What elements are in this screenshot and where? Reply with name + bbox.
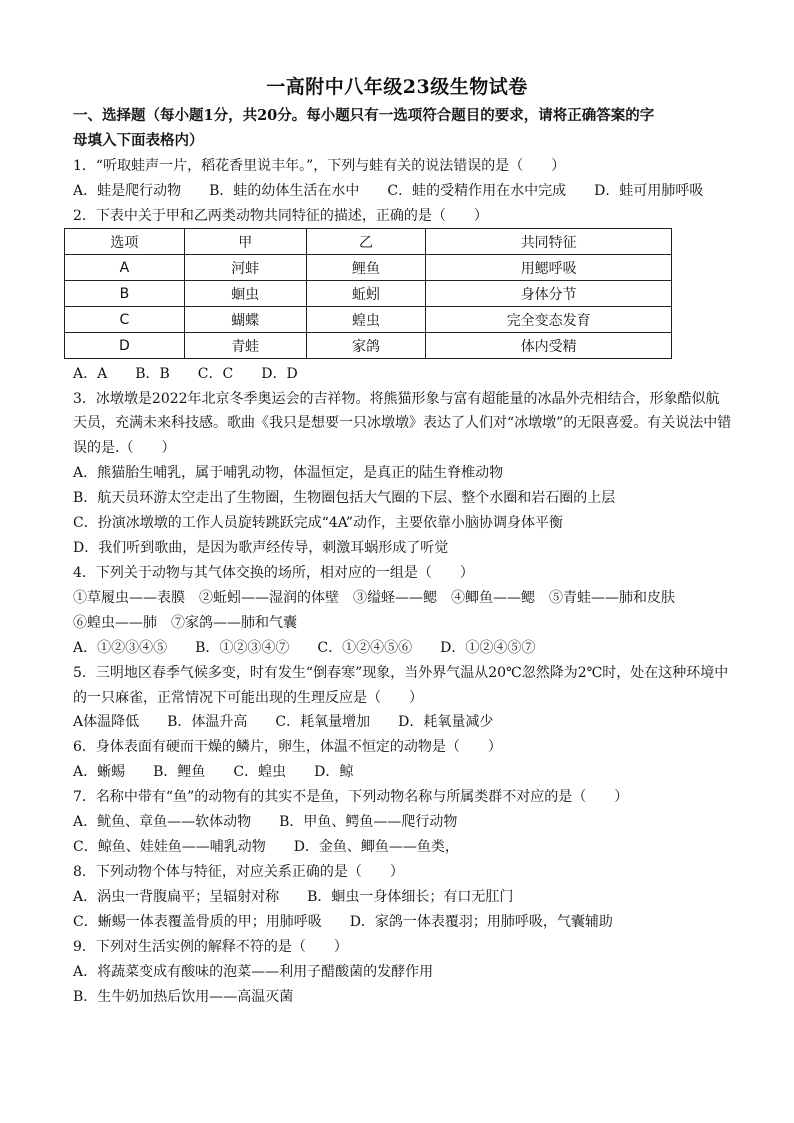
question-1-options: A．蛙是爬行动物 B．蛙的幼体生活在水中 C．蛙的受精作用在水中完成 D．蛙可用肺呼吸 [73,183,704,199]
question-2-stem: 2．下表中关于甲和乙两类动物共同特征的描述，正确的是（ ） [73,208,488,224]
table-row [65,307,672,333]
question-5-stem: 5．三明地区春季气候多变，时有发生“倒春寒”现象，当外界气温从20℃忽然降为2℃时，处在这种环境中 [73,665,729,681]
question-3-stem-cont: 天员，充满未来科技感。歌曲《我只是想要一只冰墩墩》表达了人们对“冰墩墩”的无限喜爱。有关说法中错 [73,415,732,431]
question-5-stem-cont: 的一只麻雀，正常情况下可能出现的生理反应是（ ） [73,690,423,706]
question-3-option-c: C．扮演冰墩墩的工作人员旋转跳跃完成“4A”动作，主要依靠小脑协调身体平衡 [73,515,563,531]
question-9-option-a: A．将蔬菜变成有酸味的泡菜——利用子醋酸菌的发酵作用 [73,964,434,980]
table-cell: 河蚌 [184,255,306,281]
question-7-options-ab: A．鱿鱼、章鱼——软体动物 B．甲鱼、鳄鱼——爬行动物 [73,814,458,830]
section-heading: 一、选择题（每小题1分，共20分。每小题只有一选项符合题目的要求，请将正确答案的字 [73,107,655,124]
table-header-cell: 共同特征 [426,229,672,255]
table-cell: D [65,333,185,359]
table-cell: 蝗虫 [306,307,426,333]
question-2-options: A．A B．B C．C D．D [73,366,298,382]
table-cell: 体内受精 [426,333,672,359]
question-4-items: ①草履虫——表膜 ②蚯蚓——湿润的体壁 ③缢蛏——鳃 ④鲫鱼——鳃 ⑤青蛙——肺和皮肤 [73,590,675,606]
table-header-row [65,229,672,255]
question-3-option-a: A．熊猫胎生哺乳，属于哺乳动物，体温恒定，是真正的陆生脊椎动物 [73,465,504,481]
question-8-options-ab: A．涡虫一背腹扁平；呈辐射对称 B．蛔虫一身体细长；有口无肛门 [73,889,514,905]
question-3-option-b: B．航天员环游太空走出了生物圈，生物圈包括大气圈的下层、整个水圈和岩石圈的上层 [73,490,616,506]
question-9-option-b: B．生牛奶加热后饮用——高温灭菌 [73,989,294,1005]
table-row [65,281,672,307]
section-heading-cont: 母填入下面表格内） [73,132,204,149]
question-1-stem: 1．“听取蛙声一片，稻花香里说丰年。”，下列与蛙有关的说法错误的是（ ） [73,158,566,174]
table-cell: 鲤鱼 [306,255,426,281]
table-row [65,255,672,281]
table-row [65,333,672,359]
question-4-stem: 4．下列关于动物与其气体交换的场所，相对应的一组是（ ） [73,565,474,581]
table-header-cell: 乙 [306,229,426,255]
question-6-stem: 6．身体表面有硬而干燥的鳞片，卵生，体温不恒定的动物是（ ） [73,739,502,755]
table-cell: 身体分节 [426,281,672,307]
table-cell: 用鳃呼吸 [426,255,672,281]
question-9-stem: 9．下列对生活实例的解释不符的是（ ） [73,939,348,955]
question-3-stem: 3．冰墩墩是2022年北京冬季奥运会的吉祥物。将熊猫形象与富有超能量的冰晶外壳相结合，形象酷似航 [73,391,720,407]
question-8-options-cd: C．蜥蜴一体表覆盖骨质的甲；用肺呼吸 D．家鸽一体表覆羽；用肺呼吸，气囊辅助 [73,914,613,930]
table-cell: 蚯蚓 [306,281,426,307]
table-cell: C [65,307,185,333]
question-6-options: A．蜥蜴 B．鲤鱼 C．蝗虫 D．鲸 [73,764,354,780]
question-2-table [64,228,672,359]
question-7-stem: 7．名称中带有“鱼”的动物有的其实不是鱼，下列动物名称与所属类群不对应的是（ ） [73,789,629,805]
page-title: 一高附中八年级23级生物试卷 [266,76,528,98]
question-4-items-cont: ⑥蝗虫——肺 ⑦家鸽——肺和气囊 [73,615,297,631]
table-cell: B [65,281,185,307]
table-cell: 家鸽 [306,333,426,359]
question-3-option-d: D．我们听到歌曲，是因为歌声经传导，刺激耳蜗形成了听觉 [73,540,449,556]
question-4-options: A．①②③④⑤ B．①②③④⑦ C．①②④⑤⑥ D．①②④⑤⑦ [73,640,536,656]
table-cell: 青蛙 [184,333,306,359]
table-cell: A [65,255,185,281]
question-7-options-cd: C．鲸鱼、娃娃鱼——哺乳动物 D．金鱼、鲫鱼——鱼类， [73,839,459,855]
question-3-stem-cont: 误的是.（ ） [73,440,176,456]
table-header-cell: 选项 [65,229,185,255]
table-cell: 蝴蝶 [184,307,306,333]
table-header-cell: 甲 [184,229,306,255]
table-cell: 完全变态发育 [426,307,672,333]
question-5-options: A体温降低 B．体温升高 C．耗氧量增加 D．耗氧量减少 [73,714,494,730]
table-cell: 蛔虫 [184,281,306,307]
question-8-stem: 8．下列动物个体与特征，对应关系正确的是（ ） [73,864,404,880]
